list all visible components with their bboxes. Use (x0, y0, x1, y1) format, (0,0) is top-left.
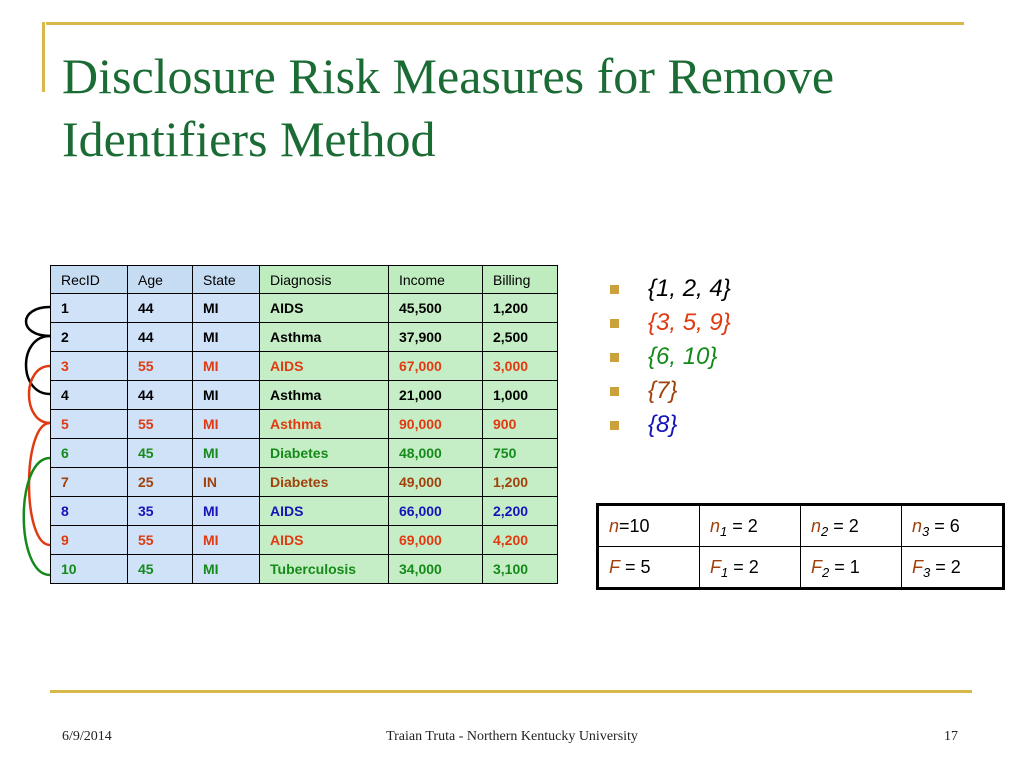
arc-black-1-2 (26, 307, 50, 336)
col-diagnosis: Diagnosis (260, 266, 389, 294)
cell-recid: 2 (51, 323, 128, 352)
table-row (51, 497, 558, 526)
cell-diagnosis: Asthma (260, 323, 389, 352)
slide-title (62, 45, 982, 171)
table-row (51, 468, 558, 497)
count-n3: $n_3 = 6$ (902, 505, 1004, 547)
square-bullet-icon (610, 285, 619, 294)
count-f3: $F_3 = 2$ (902, 547, 1004, 589)
group-label: {8} (648, 411, 678, 438)
cell-state: MI (193, 294, 260, 323)
table-row (51, 294, 558, 323)
square-bullet-icon (610, 421, 619, 430)
cell-income: 49,000 (389, 468, 483, 497)
group-list (610, 272, 731, 442)
cell-diagnosis: Tuberculosis (260, 555, 389, 584)
page-number: 17 (944, 729, 958, 744)
cell-age: 55 (128, 526, 193, 555)
cell-billing: 2,200 (483, 497, 558, 526)
records-table (50, 265, 558, 584)
cell-diagnosis: AIDS (260, 294, 389, 323)
cell-state: MI (193, 497, 260, 526)
cell-state: MI (193, 439, 260, 468)
table-row (51, 381, 558, 410)
cell-billing: 2,500 (483, 323, 558, 352)
table-row (51, 323, 558, 352)
footer-author: Traian Truta - Northern Kentucky University (386, 729, 638, 744)
cell-billing: 750 (483, 439, 558, 468)
table-row (51, 439, 558, 468)
cell-billing: 1,200 (483, 468, 558, 497)
group-item (610, 408, 731, 442)
cell-recid: 10 (51, 555, 128, 584)
cell-state: MI (193, 555, 260, 584)
count-f2: $F_2 = 1$ (801, 547, 902, 589)
group-label: {6, 10} (648, 343, 718, 370)
group-label: {1, 2, 4} (648, 275, 731, 302)
group-item (610, 306, 731, 340)
cell-age: 45 (128, 555, 193, 584)
title-line-2: Identifiers Method (62, 111, 436, 167)
cell-billing: 900 (483, 410, 558, 439)
cell-recid: 9 (51, 526, 128, 555)
counts-row-f (598, 547, 1004, 589)
bottom-rule (50, 690, 972, 693)
cell-income: 45,500 (389, 294, 483, 323)
count-n1: $n_1 = 2$ (700, 505, 801, 547)
table-row (51, 410, 558, 439)
cell-recid: 5 (51, 410, 128, 439)
square-bullet-icon (610, 319, 619, 328)
square-bullet-icon (610, 387, 619, 396)
count-f: F = 5 (598, 547, 700, 589)
group-item (610, 272, 731, 306)
group-item (610, 340, 731, 374)
cell-age: 45 (128, 439, 193, 468)
cell-income: 67,000 (389, 352, 483, 381)
cell-billing: 1,200 (483, 294, 558, 323)
cell-state: MI (193, 526, 260, 555)
col-recid: RecID (51, 266, 128, 294)
cell-state: MI (193, 352, 260, 381)
cell-state: IN (193, 468, 260, 497)
cell-age: 44 (128, 381, 193, 410)
table-header-row (51, 266, 558, 294)
risk-counts-table (596, 503, 1005, 590)
cell-diagnosis: AIDS (260, 526, 389, 555)
cell-income: 90,000 (389, 410, 483, 439)
cell-recid: 8 (51, 497, 128, 526)
cell-diagnosis: Diabetes (260, 468, 389, 497)
table-row (51, 526, 558, 555)
cell-diagnosis: Asthma (260, 410, 389, 439)
cell-age: 35 (128, 497, 193, 526)
col-billing: Billing (483, 266, 558, 294)
cell-state: MI (193, 381, 260, 410)
cell-income: 21,000 (389, 381, 483, 410)
cell-recid: 6 (51, 439, 128, 468)
cell-recid: 7 (51, 468, 128, 497)
table-row (51, 352, 558, 381)
cell-age: 55 (128, 352, 193, 381)
cell-diagnosis: AIDS (260, 352, 389, 381)
footer-date: 6/9/2014 (62, 729, 112, 744)
cell-income: 37,900 (389, 323, 483, 352)
cell-diagnosis: AIDS (260, 497, 389, 526)
group-label: {7} (648, 377, 678, 404)
cell-recid: 3 (51, 352, 128, 381)
cell-billing: 3,000 (483, 352, 558, 381)
col-income: Income (389, 266, 483, 294)
cell-recid: 1 (51, 294, 128, 323)
cell-income: 66,000 (389, 497, 483, 526)
arc-red-5-9 (29, 423, 50, 545)
cell-income: 69,000 (389, 526, 483, 555)
cell-billing: 3,100 (483, 555, 558, 584)
cell-recid: 4 (51, 381, 128, 410)
cell-age: 44 (128, 323, 193, 352)
square-bullet-icon (610, 353, 619, 362)
top-rule (46, 22, 964, 25)
cell-state: MI (193, 323, 260, 352)
counts-row-n (598, 505, 1004, 547)
cell-billing: 4,200 (483, 526, 558, 555)
cell-age: 25 (128, 468, 193, 497)
cell-billing: 1,000 (483, 381, 558, 410)
count-n: n=10 (598, 505, 700, 547)
table-row (51, 555, 558, 584)
cell-income: 48,000 (389, 439, 483, 468)
group-item (610, 374, 731, 408)
cell-income: 34,000 (389, 555, 483, 584)
cell-age: 55 (128, 410, 193, 439)
count-n2: $n_2 = 2$ (801, 505, 902, 547)
col-state: State (193, 266, 260, 294)
cell-diagnosis: Diabetes (260, 439, 389, 468)
arc-green-6-10 (24, 458, 50, 575)
cell-state: MI (193, 410, 260, 439)
group-label: {3, 5, 9} (648, 309, 731, 336)
title-line-1: Disclosure Risk Measures for Remove (62, 48, 835, 104)
col-age: Age (128, 266, 193, 294)
cell-diagnosis: Asthma (260, 381, 389, 410)
count-f1: $F_1 = 2$ (700, 547, 801, 589)
cell-age: 44 (128, 294, 193, 323)
